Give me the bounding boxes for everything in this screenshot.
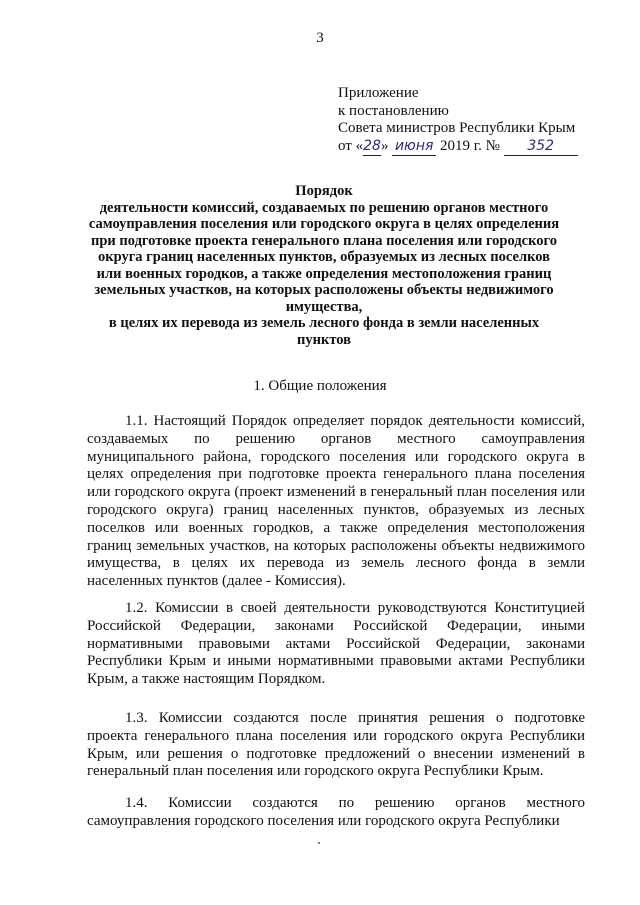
- paragraph-1-3: 1.3. Комиссии создаются после принятия решения о подготовке проекта генерального плана поселения или городского округа Республики Крым, или решения о подготовке предложений о внесении изменений в генеральный план поселения или городского округа Республики Крым.: [87, 710, 585, 780]
- date-year: 2019 г. №: [436, 137, 504, 154]
- section-heading: 1. Общие положения: [253, 378, 387, 394]
- handwritten-month: июня: [392, 138, 436, 157]
- title-line: самоуправления поселения или городского округа в целях определения: [88, 216, 560, 232]
- title-line: Порядок: [295, 183, 353, 199]
- document-title: [80, 183, 568, 348]
- appendix-line-1: Приложение: [338, 85, 419, 101]
- paragraph-1-2: 1.2. Комиссии в своей деятельности руководствуются Конституцией Российской Федерации, законами Российской Федерации, иными нормативными правовыми актами Российской Федерации, законами Республики Крым и иными нормативными правовыми актами Республики Крым, а также настоящим Порядком.: [87, 600, 585, 688]
- title-line: имущества,: [285, 298, 363, 315]
- appendix-block: [338, 85, 628, 156]
- date-prefix: от «: [338, 137, 364, 154]
- paragraph-1-4: 1.4. Комиссии создаются по решению органов местного самоуправления городского поселения или городского округа Республики: [87, 795, 585, 829]
- handwritten-doc-number: 352: [504, 138, 578, 157]
- title-line: земельных участков, на которых расположены объекты недвижимого: [94, 282, 554, 298]
- scan-speck: [318, 842, 320, 844]
- appendix-date-line: [338, 138, 628, 157]
- title-line: или военных городков, а также определения местоположения границ: [96, 265, 552, 282]
- paragraph-1-1: 1.1. Настоящий Порядок определяет порядок деятельности комиссий, создаваемых по решению органов местного самоуправления муниципального района, городского поселения или городского округа в целях определения при подготовке проекта генерального плана поселения или городского округа (проект изменений в генеральный план поселения или городского округа) границ населенных пунктов, образуемых из лесных поселков или военных городков, а также определения местоположения границ земельных участков, на которых расположены объекты недвижимого имущества, в целях их перевода из земель лесного фонда в земли населенных пунктов (далее - Комиссия).: [87, 413, 585, 590]
- title-line: в целях их перевода из земель лесного фонда в земли населенных: [108, 315, 540, 331]
- title-line: пунктов: [297, 331, 351, 348]
- date-mid: »: [380, 137, 393, 154]
- handwritten-day: 28: [363, 138, 381, 157]
- title-line: деятельности комиссий, создаваемых по решению органов местного: [99, 199, 549, 216]
- title-line: при подготовке проекта генерального плана поселения или городского: [91, 232, 557, 249]
- appendix-line-2: к постановлению: [338, 102, 449, 119]
- appendix-line-3: Совета министров Республики Крым: [338, 120, 576, 136]
- page-number: 3: [316, 30, 324, 46]
- title-line: округа границ населенных пунктов, образуемых из лесных поселков: [98, 249, 550, 265]
